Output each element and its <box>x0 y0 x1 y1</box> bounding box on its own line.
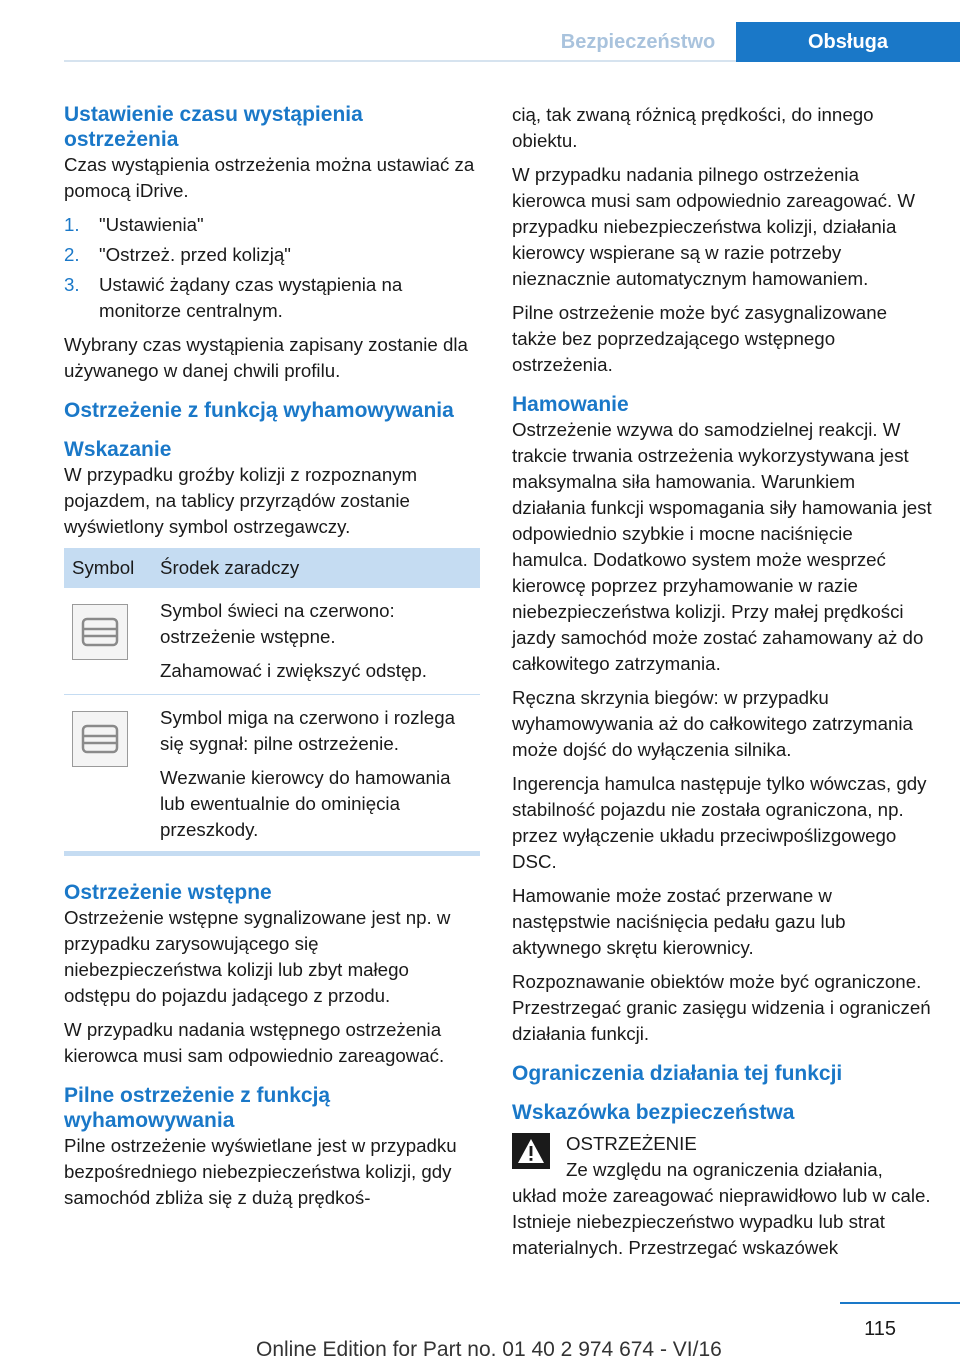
right-column <box>512 102 932 1269</box>
paragraph: Pilne ostrzeżenie wyświetlane jest w przypadku bezpośredniego niebezpieczeństwa kolizji, gdy samochód zbliża się z dużą prędkoś- <box>64 1135 457 1208</box>
left-column <box>64 102 480 1219</box>
header-section[interactable]: Bezpieczeństwo <box>560 31 716 53</box>
heading-limits: Ograniczenia działania tej funkcji <box>512 1062 843 1085</box>
paragraph: W przypadku nadania pilnego ostrzeżenia kierowca musi sam odpowiednio zareagować. W przypadku niebezpieczeństwa kolizji, działania kierowcy wspierane są w razie potrzeby nieznacznie automatycznym hamowaniem. <box>512 164 915 289</box>
table-cell: Symbol świeci na czerwono: ostrzeżenie wstępne. <box>160 600 395 647</box>
paragraph: Ingerencja hamulca następuje tylko wówczas, gdy stabilność pojazdu nie została ograniczona, np. przez wyłączenie układu przeciwpoślizgowego DSC. <box>512 773 927 872</box>
car-warning-icon <box>72 711 128 767</box>
list-item: 1. "Ustawienia" <box>64 214 204 235</box>
list-item: 3. Ustawić żądany czas wystąpienia na monitorze centralnym. <box>64 274 403 321</box>
table-cell: Symbol miga na czerwono i rozlega się sygnał: pilne ostrzeżenie. <box>160 707 455 754</box>
warning-box <box>512 1131 932 1157</box>
table-row <box>64 695 480 854</box>
heading-braking: Hamowanie <box>512 393 629 416</box>
paragraph: cią, tak zwaną różnicą prędkości, do innego obiektu. <box>512 104 874 151</box>
page-number: 115 <box>864 1318 896 1340</box>
paragraph: Wybrany czas wystąpienia zapisany zostanie dla używanego w danej chwili profilu. <box>64 334 468 381</box>
list-item: 2. "Ostrzeż. przed kolizją" <box>64 244 291 265</box>
table-cell: Wezwanie kierowcy do hamowania lub ewentualnie do ominięcia przeszkody. <box>160 767 451 840</box>
edition-footer: Online Edition for Part no. 01 40 2 974 674 - VI/16 <box>256 1338 722 1361</box>
symbol-table <box>64 548 480 856</box>
paragraph: W przypadku nadania wstępnego ostrzeżenia kierowca musi sam odpowiednio zareagować. <box>64 1019 445 1066</box>
paragraph: Czas wystąpienia ostrzeżenia można ustawiać za pomocą iDrive. <box>64 154 475 201</box>
paragraph: Ręczna skrzynia biegów: w przypadku wyhamowywania aż do całkowitego zatrzymania może dojść do wyłączenia silnika. <box>512 687 913 760</box>
paragraph: Ostrzeżenie wzywa do samodzielnej reakcji. W trakcie trwania ostrzeżenia wykorzystywana jest maksymalna siła hamowania. Warunkiem działania funkcji wspomagania siły hamowania jest odpowiednio szybkie i mocne naciśnięcie hamulca. Dodatkowo system może wesprzeć kierowcę poprzez przyhamowanie w razie niebezpieczeństwa kolizji. Przy małej prędkości jazdy samochód może zostać zahamowany aż do całkowitego zatrzymania. <box>512 419 932 674</box>
heading-warning-time: Ustawienie czasu wystąpienia ostrzeżenia <box>64 103 363 151</box>
paragraph: W przypadku groźby kolizji z rozpoznanym pojazdem, na tablicy przyrządów zostanie wyświetlony symbol ostrzegawczy. <box>64 464 418 537</box>
heading-pre-warning: Ostrzeżenie wstępne <box>64 881 272 904</box>
table-cell: Zahamować i zwiększyć odstęp. <box>160 660 427 681</box>
paragraph: Pilne ostrzeżenie może być zasygnalizowane także bez poprzedzającego wstępnego ostrzeżenia. <box>512 302 887 375</box>
heading-indicator: Wskazanie <box>64 438 172 461</box>
warning-text: Ze względu na ograniczenia działania, układ może zareagować nieprawidłowo lub w cale. Istnieje niebezpieczeństwo wypadku lub strat materialnych. Przestrzegać wskazówek <box>512 1159 931 1258</box>
paragraph: Hamowanie może zostać przerwane w następstwie naciśnięcia pedału gazu lub aktywnego skrętu kierownicy. <box>512 885 846 958</box>
warning-title: OSTRZEŻENIE <box>566 1133 697 1154</box>
heading-urgent-warning: Pilne ostrzeżenie z funkcją wyhamowywania <box>64 1084 331 1132</box>
table-header-action: Środek zaradczy <box>152 548 480 588</box>
table-row <box>64 588 480 695</box>
car-warning-icon <box>72 604 128 660</box>
paragraph: Ostrzeżenie wstępne sygnalizowane jest np. w przypadku zarysowującego się niebezpieczeństwa kolizji lub zbyt małego odstępu do pojazdu jadącego z przodu. <box>64 907 451 1006</box>
header-tab-active[interactable]: Obsługa <box>736 22 960 62</box>
warning-triangle-icon <box>512 1133 550 1169</box>
paragraph: Rozpoznawanie obiektów może być ograniczone. Przestrzegać granic zasięgu widzenia i ograniczeń działania funkcji. <box>512 971 931 1044</box>
steps-list <box>64 212 480 324</box>
footer-rule <box>840 1302 960 1304</box>
heading-brake-function: Ostrzeżenie z funkcją wyhamowywania <box>64 399 454 422</box>
table-header-symbol: Symbol <box>64 548 152 588</box>
heading-safety-note: Wskazówka bezpieczeństwa <box>512 1101 795 1124</box>
